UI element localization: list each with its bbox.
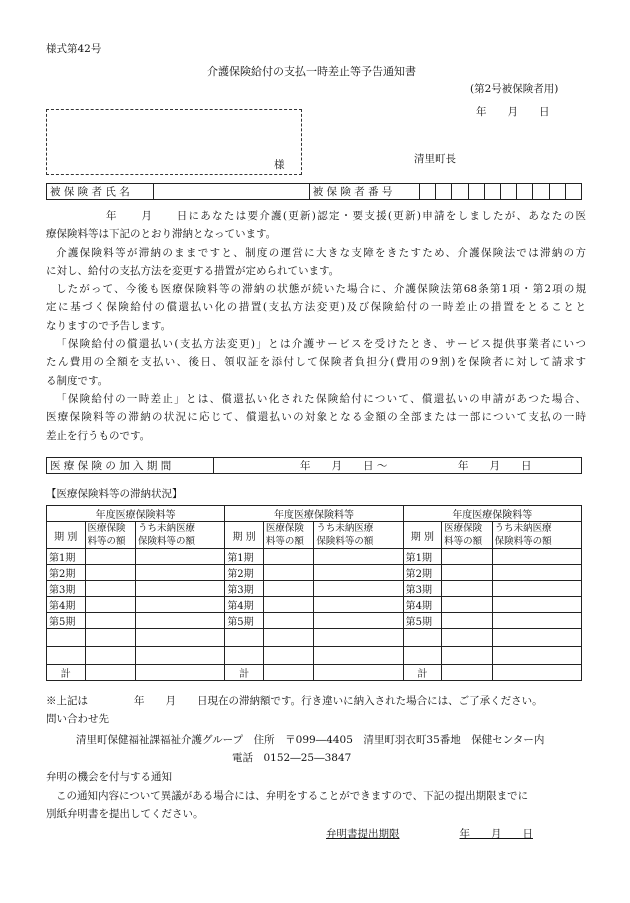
addressee-box [46,109,302,175]
note-rest: 年 月 日現在の滞納額です。行き違いに納入された場合には、ご了承ください。 [134,695,543,707]
amount-cell [442,597,493,613]
period-label: 第1期 [47,549,86,565]
table-row-blank [47,647,582,665]
amount-cell [85,549,136,565]
blank-cell [442,647,493,665]
period-label: 第5期 [225,613,264,629]
blank-cell [403,629,442,647]
total-label: 計 [225,665,264,681]
paragraph-4-line-1: 「保険給付の償還払い(支払方法変更)」とは介護サービスを受けたとき、サービス提供事業者にいつ [56,338,586,351]
period-label: 第5期 [47,613,86,629]
column-header-amount-line-1: 医療保険 [265,523,304,534]
amount-cell [263,597,314,613]
total-unpaid-cell [492,665,581,681]
amount-cell [442,549,493,565]
arrears-note [46,693,543,708]
unpaid-cell [314,597,403,613]
period-label: 第3期 [47,581,86,597]
table-title: 【医療保険料等の滞納状況】 [46,488,183,500]
unpaid-cell [136,565,225,581]
deadline-label: 弁明書提出期限 [326,828,400,840]
amount-cell [85,613,136,629]
group-header: 年度医療保険料等 [225,506,403,522]
blank-cell [47,647,86,665]
period-label: 第4期 [225,597,264,613]
insured-number-digit [436,184,452,200]
column-header-unpaid-line-2: 保険料等の額 [138,536,196,547]
unpaid-cell [314,549,403,565]
issuer-name: 清里町長 [414,153,456,165]
period-label: 第2期 [47,565,86,581]
column-header-unpaid-line-2: 保険料等の額 [316,536,374,547]
blank-cell [263,647,314,665]
insured-number-digit [484,184,500,200]
column-header-unpaid [136,522,225,549]
paragraph-1-line-1: 年 月 日にあなたは要介護(更新)認定・要支援(更新)申請をしましたが、あなたの医 [106,210,586,222]
column-header-unpaid-line-1: うち未納医療 [138,523,196,534]
amount-cell [85,581,136,597]
table-row [47,597,582,613]
table-row [47,613,582,629]
column-header-unpaid-line-1: うち未納医療 [316,523,374,534]
body-text [46,207,586,445]
insured-number-digit [468,184,484,200]
amount-cell [85,565,136,581]
table-group-header-row [47,506,582,522]
insured-number-digit [549,184,565,200]
coverage-period-from: 年 月 日 〜 [300,460,388,472]
group-header: 年度医療保険料等 [403,506,581,522]
group-header: 年度医療保険料等 [47,506,225,522]
unpaid-cell [136,597,225,613]
insured-number-label: 被 保 険 者 番 号 [309,184,419,200]
defense-heading: 弁明の機会を付与する通知 [46,771,172,783]
table-row [47,565,582,581]
blank-cell [136,647,225,665]
period-label: 第4期 [403,597,442,613]
total-label: 計 [403,665,442,681]
column-header-period: 期 別 [403,522,442,549]
insured-number-digit [565,184,581,200]
paragraph-2-line-2: に対し、給付の支払方法を変更する措置が定められています。 [46,264,340,277]
blank-cell [85,647,136,665]
paragraph-2-line-1: 介護保険料等が滞納のままですと、制度の運営に大きな支障をきたすため、介護保険法では滞納の方 [56,246,586,259]
table-row [47,581,582,597]
total-amount-cell [85,665,136,681]
unpaid-cell [314,581,403,597]
blank-cell [442,629,493,647]
blank-cell [85,629,136,647]
table-row [47,549,582,565]
period-label: 第1期 [225,549,264,565]
defense-deadline [326,826,533,841]
column-header-amount-line-2: 料等の額 [265,536,304,547]
blank-cell [492,647,581,665]
blank-cell [263,629,314,647]
insured-category: (第2号被保険者用) [470,83,559,95]
paragraph-5-line-2: 医療保険料等の滞納の状況に応じて、償還払いの対象となる金額の全部または一部について支払の一時 [46,411,586,424]
insured-number-digit [501,184,517,200]
unpaid-cell [492,597,581,613]
amount-cell [263,613,314,629]
unpaid-cell [314,565,403,581]
blank-cell [492,629,581,647]
amount-cell [263,565,314,581]
amount-cell [442,581,493,597]
blank-cell [136,629,225,647]
defense-line-2: 別紙弁明書を提出してください。 [46,808,204,820]
arrears-table [46,505,582,681]
unpaid-cell [136,549,225,565]
blank-cell [314,629,403,647]
column-header-amount-line-2: 料等の額 [444,536,483,547]
total-label: 計 [47,665,86,681]
insured-name-field [154,184,310,200]
blank-cell [47,629,86,647]
amount-cell [263,549,314,565]
paragraph-5-line-3: 差止を行うものです。 [46,429,151,442]
amount-cell [85,597,136,613]
amount-cell [442,565,493,581]
period-label: 第2期 [403,565,442,581]
blank-cell [314,647,403,665]
period-label: 第4期 [47,597,86,613]
unpaid-cell [492,581,581,597]
paragraph-1-line-2: 療保険料等は下記のとおり滞納となっています。 [46,228,277,241]
insured-number-digit [517,184,533,200]
coverage-period-bar [46,457,582,474]
table-total-row [47,665,582,681]
column-header-unpaid-line-1: うち未納医療 [494,523,552,534]
unpaid-cell [314,613,403,629]
paragraph-4-line-2: たん費用の全額を支払い、後日、領収証を添付して保険者負担分(費用の9割)を保険者に対して請求す [46,356,586,369]
period-label: 第3期 [225,581,264,597]
blank-cell [225,629,264,647]
deadline-date: 年 月 日 [459,828,533,840]
coverage-period-to: 年 月 日 [458,460,532,472]
insured-number-digit [452,184,468,200]
paragraph-4-line-3: る制度です。 [46,374,109,387]
column-header-unpaid [314,522,403,549]
column-header-amount-line-1: 医療保険 [87,523,126,534]
total-amount-cell [263,665,314,681]
column-header-unpaid [492,522,581,549]
insured-number-digit [420,184,436,200]
paragraph-3-line-1: したがって、今後も医療保険料等の滞納の状態が続いた場合に、介護保険法第68条第1項・第2項の規 [56,283,586,296]
blank-cell [225,647,264,665]
total-unpaid-cell [136,665,225,681]
column-header-amount-line-2: 料等の額 [87,536,126,547]
column-header-period: 期 別 [47,522,86,549]
contact-address: 清里町保健福祉課福祉介護グループ 住所 〒099―4405 清里町羽衣町35番地 保健センター内 [76,734,545,746]
blank-cell [403,647,442,665]
column-header-amount [442,522,493,549]
insured-number-digit [533,184,549,200]
coverage-period-label: 医 療 保 険 の 加 入 期 間 [47,458,214,474]
unpaid-cell [492,565,581,581]
period-label: 第1期 [403,549,442,565]
amount-cell [263,581,314,597]
amount-cell [442,613,493,629]
period-label: 第5期 [403,613,442,629]
column-header-amount [263,522,314,549]
insured-info-bar [46,183,582,200]
column-header-amount-line-1: 医療保険 [444,523,483,534]
defense-line-1: この通知内容について異議がある場合には、弁明をすることができますので、下記の提出期限までに [56,790,529,802]
contact-phone: 電話 0152―25―3847 [232,752,352,764]
form-number: 様式第42号 [46,43,102,55]
table-column-header-row [47,522,582,549]
period-label: 第2期 [225,565,264,581]
unpaid-cell [136,613,225,629]
insured-name-label: 被 保 険 者 氏 名 [47,184,154,200]
total-unpaid-cell [314,665,403,681]
unpaid-cell [492,613,581,629]
column-header-period: 期 別 [225,522,264,549]
paragraph-5-line-1: 「保険給付の一時差止」とは、償還払い化された保険給付について、償還払いの申請があつた場合、 [56,392,586,405]
paragraph-3-line-3: なりますので予告します。 [46,319,172,332]
total-amount-cell [442,665,493,681]
unpaid-cell [492,549,581,565]
column-header-unpaid-line-2: 保険料等の額 [494,536,552,547]
document-title: 介護保険給付の支払一時差止等予告通知書 [207,65,416,78]
notice-date: 年 月 日 [476,106,550,118]
contact-heading: 問い合わせ先 [46,713,109,725]
period-label: 第3期 [403,581,442,597]
column-header-amount [85,522,136,549]
unpaid-cell [136,581,225,597]
addressee-suffix: 様 [274,159,285,171]
note-prefix: ※上記は [46,695,88,707]
paragraph-3-line-2: 定に基づく保険給付の償還払い化の措置(支払方法変更)及び保険給付の一時差止の措置をとることと [46,301,586,314]
table-row-blank [47,629,582,647]
